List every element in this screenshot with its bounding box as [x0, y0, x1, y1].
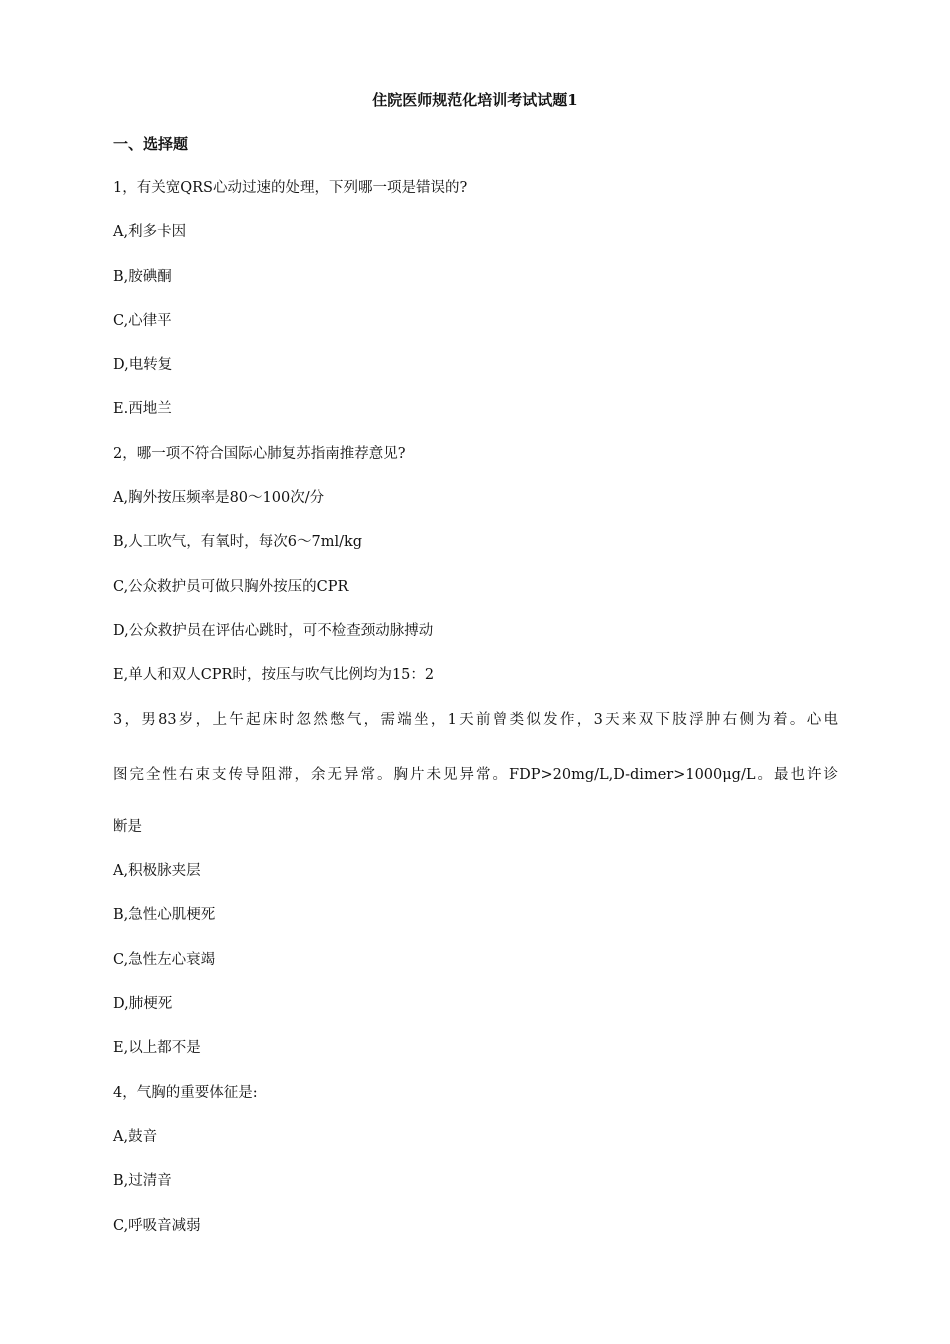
question-3-option-c: C,急性左心衰竭 — [113, 952, 216, 968]
question-3-option-d: D,肺梗死 — [113, 996, 173, 1012]
question-1-stem: 1，有关宽QRS心动过速的处理，下列哪一项是错误的? — [113, 180, 468, 196]
question-1-option-e: E.西地兰 — [113, 401, 172, 417]
question-2-option-e: E,单人和双人CPR时，按压与吹气比例均为15：2 — [113, 667, 435, 683]
question-1-option-a: A,利多卡因 — [113, 224, 187, 240]
question-1-option-d: D,电转复 — [113, 357, 173, 373]
question-4-option-b: B,过清音 — [113, 1173, 172, 1189]
question-3-option-a: A,积极脉夹层 — [113, 863, 201, 879]
question-2-option-b: B,人工吹气，有氧时，每次6～7ml/kg — [113, 534, 363, 550]
question-3-option-e: E,以上都不是 — [113, 1040, 201, 1056]
question-3-stem-line-3: 断是 — [113, 819, 142, 835]
document-title: 住院医师规范化培训考试试题1 — [372, 91, 578, 109]
section-heading: 一、选择题 — [113, 135, 189, 153]
question-1-option-b: B,胺碘酮 — [113, 269, 172, 285]
question-4-stem: 4，气胸的重要体征是: — [113, 1085, 258, 1101]
question-2-option-d: D,公众救护员在评估心跳时，可不检查颈动脉搏动 — [113, 623, 434, 639]
question-1-option-c: C,心律平 — [113, 313, 172, 329]
question-2-option-a: A,胸外按压频率是80～100次/分 — [113, 490, 325, 506]
question-2-option-c: C,公众救护员可做只胸外按压的CPR — [113, 579, 349, 595]
question-3-stem-line-1: 3，男83岁，上午起床时忽然憋气，需端坐，1天前曾类似发作，3天来双下肢浮肿右侧为着。心电 — [113, 712, 838, 728]
question-3-stem-line-2: 图完全性右束支传导阻滞，余无异常。胸片未见异常。FDP>20mg/L,D-dimer>1000μg/L。最也许诊 — [113, 767, 838, 783]
question-4-option-a: A,鼓音 — [113, 1129, 158, 1145]
question-2-stem: 2，哪一项不符合国际心肺复苏指南推荐意见? — [113, 446, 406, 462]
question-4-option-c: C,呼吸音减弱 — [113, 1218, 201, 1234]
question-3-option-b: B,急性心肌梗死 — [113, 907, 216, 923]
